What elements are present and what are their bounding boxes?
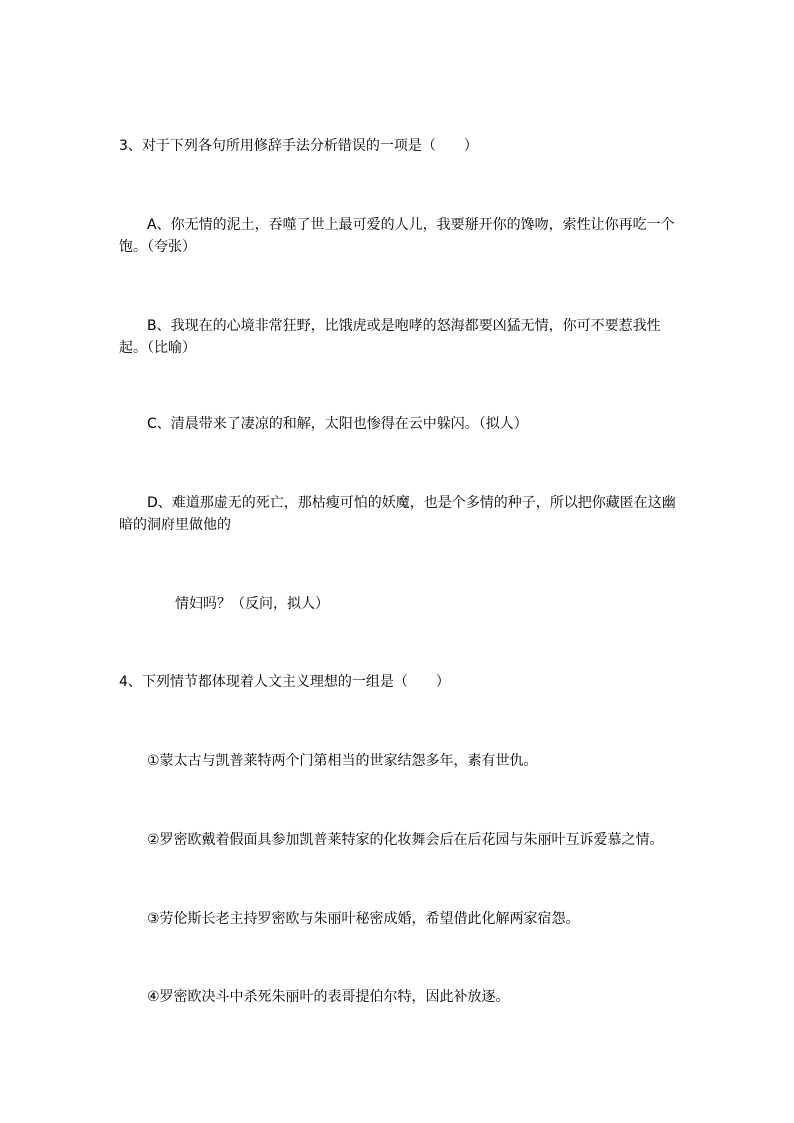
question-4-item-2: ②罗密欧戴着假面具参加凯普莱特家的化妆舞会后在后花园与朱丽叶互诉爱慕之情。 xyxy=(147,832,664,848)
question-3-option-c: C、清晨带来了凄凉的和解，太阳也惨得在云中躲闪。（拟人） xyxy=(147,416,528,432)
question-4-title: 4、下列情节都体现着人文主义理想的一组是（ ） xyxy=(119,674,450,690)
question-4-item-1: ①蒙太古与凯普莱特两个门第相当的世家结怨多年，素有世仇。 xyxy=(147,753,538,769)
question-3-option-a: A、你无情的泥土，吞噬了世上最可爱的人儿，我要掰开你的馋吻，索性让你再吃一个饱。（夸张） xyxy=(119,217,675,255)
question-3-option-d: D、难道那虚无的死亡，那枯瘦可怕的妖魔，也是个多情的种子，所以把你藏匿在这幽暗的洞府里做他的 xyxy=(119,495,676,533)
question-4-item-4: ④罗密欧决斗中杀死朱丽叶的表哥提伯尔特，因此补放逐。 xyxy=(147,989,510,1005)
question-4-item-3: ③劳伦斯长老主持罗密欧与朱丽叶秘密成婚，希望借此化解两家宿怨。 xyxy=(147,911,580,927)
question-3-option-d-continuation: 情妇吗？（反问，拟人） xyxy=(175,596,329,612)
question-3-title: 3、对于下列各句所用修辞手法分析错误的一项是（ ） xyxy=(119,138,478,154)
question-3-option-b: B、我现在的心境非常狂野，比饿虎或是咆哮的怒海都要凶猛无情，你可不要惹我性起。（比喻） xyxy=(119,318,661,356)
